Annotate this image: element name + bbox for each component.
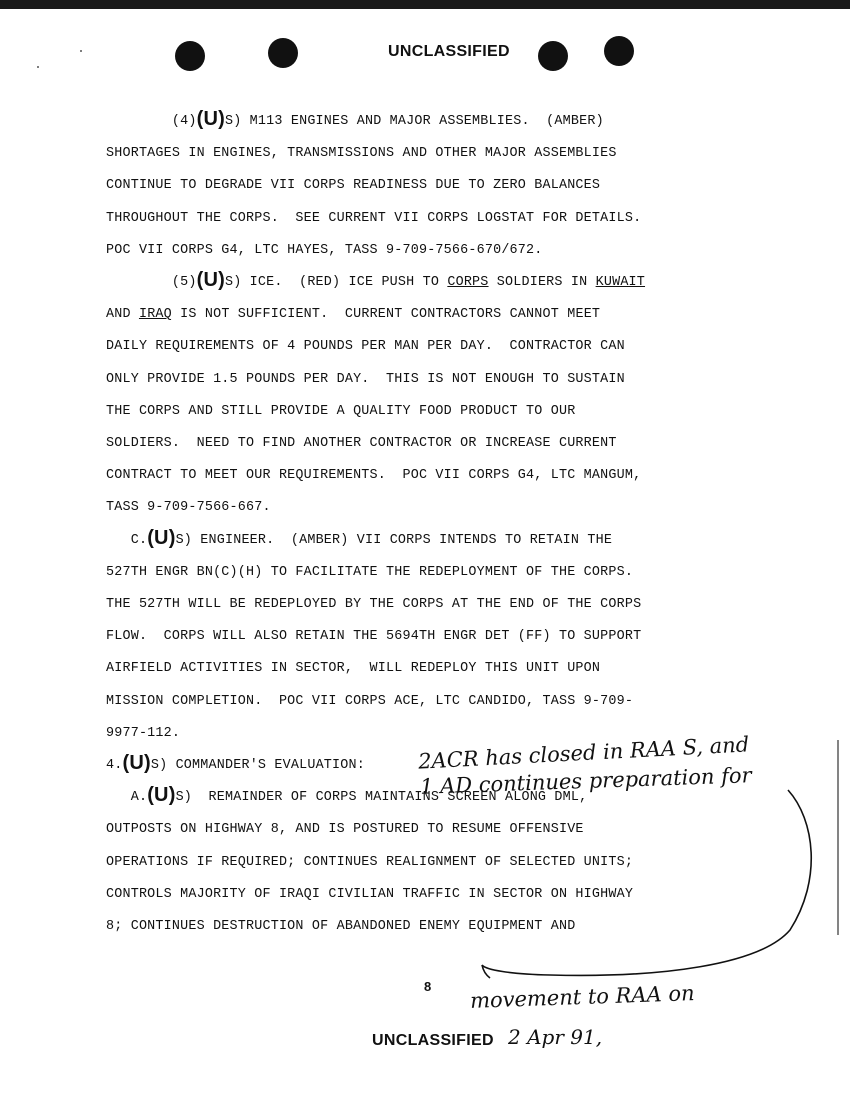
scan-dot-1 [175, 41, 205, 71]
handwritten-note-line-3: movement to RAA on [469, 981, 695, 1013]
body-line: CONTRACT TO MEET OUR REQUIREMENTS. POC VII CORPS G4, LTC MANGUM, [106, 468, 642, 484]
body-line: THROUGHOUT THE CORPS. SEE CURRENT VII CORPS LOGSTAT FOR DETAILS. [106, 210, 642, 226]
body-line: DAILY REQUIREMENTS OF 4 POUNDS PER MAN PER DAY. CONTRACTOR CAN [106, 339, 625, 355]
body-line: OPERATIONS IF REQUIRED; CONTINUES REALIGNMENT OF SELECTED UNITS; [106, 854, 634, 870]
body-line: ONLY PROVIDE 1.5 POUNDS PER DAY. THIS IS NOT ENOUGH TO SUSTAIN [106, 371, 625, 387]
body-line: 8; CONTINUES DESTRUCTION OF ABANDONED ENEMY EQUIPMENT AND [106, 919, 576, 934]
header-classification: UNCLASSIFIED [388, 43, 510, 60]
paragraph-number: C. [106, 532, 148, 548]
body-line: 9977-112. [106, 725, 181, 741]
body-line: SHORTAGES IN ENGINES, TRANSMISSIONS AND OTHER MAJOR ASSEMBLIES [106, 146, 617, 162]
body-line: AND IRAQ IS NOT SUFFICIENT. CURRENT CONTRACTORS CANNOT MEET [106, 307, 601, 323]
paragraph-number: (5) [106, 275, 197, 290]
body-line: POC VII CORPS G4, LTC HAYES, TASS 9-709-7566-670/672. [106, 242, 543, 258]
classification-marking: (U) [196, 108, 225, 130]
body-line: AIRFIELD ACTIVITIES IN SECTOR, WILL REDEPLOY THIS UNIT UPON [106, 661, 601, 677]
classification-marking: (U) [147, 784, 176, 807]
body-line: OUTPOSTS ON HIGHWAY 8, AND IS POSTURED TO RESUME OFFENSIVE [106, 822, 584, 838]
scan-speck [80, 50, 82, 52]
handwritten-note-line-2: 1 AD continues preparation for [419, 763, 752, 799]
paragraph-number: (4) [106, 114, 197, 129]
scan-dot-3 [538, 41, 568, 71]
body-line: 527TH ENGR BN(C)(H) TO FACILITATE THE REDEPLOYMENT OF THE CORPS. [106, 564, 634, 580]
scan-speck [37, 66, 39, 68]
handwritten-date: 2 Apr 91, [508, 1025, 603, 1049]
handwritten-note-line-1: 2ACR has closed in RAA S, and [417, 732, 750, 774]
body-line: THE 527TH WILL BE REDEPLOYED BY THE CORPS AT THE END OF THE CORPS [106, 597, 642, 612]
paragraph-text: S) M113 ENGINES AND MAJOR ASSEMBLIES. (AMBER) [224, 114, 604, 129]
paragraph-text: S) ENGINEER. (AMBER) VII CORPS INTENDS TO RETAIN THE [175, 532, 613, 548]
body-line: FLOW. CORPS WILL ALSO RETAIN THE 5694TH ENGR DET (FF) TO SUPPORT [106, 629, 642, 645]
scan-top-border [0, 0, 850, 9]
body-line: THE CORPS AND STILL PROVIDE A QUALITY FOOD PRODUCT TO OUR [106, 403, 576, 419]
body-line [106, 752, 365, 774]
body-line [106, 526, 613, 549]
body-line [106, 108, 604, 130]
paragraph-number: A. [106, 790, 148, 806]
body-line: TASS 9-709-7566-667. [106, 500, 271, 516]
paragraph-text: S) ICE. (RED) ICE PUSH TO CORPS SOLDIERS IN KUWAIT [224, 275, 646, 290]
body-line: MISSION COMPLETION. POC VII CORPS ACE, LTC CANDIDO, TASS 9-709- [106, 693, 634, 709]
classification-marking: (U) [122, 752, 151, 774]
page-number: 8 [424, 979, 432, 994]
body-line: CONTROLS MAJORITY OF IRAQI CIVILIAN TRAFFIC IN SECTOR ON HIGHWAY [106, 886, 634, 902]
classification-marking: (U) [196, 269, 225, 291]
scan-dot-4 [604, 36, 634, 66]
classification-marking: (U) [147, 526, 176, 549]
body-line: SOLDIERS. NEED TO FIND ANOTHER CONTRACTOR OR INCREASE CURRENT [106, 436, 617, 451]
scan-dot-2 [268, 38, 298, 68]
paragraph-text: S) REMAINDER OF CORPS MAINTAINS SCREEN ALONG DML, [175, 790, 588, 806]
body-line: CONTINUE TO DEGRADE VII CORPS READINESS DUE TO ZERO BALANCES [106, 178, 601, 194]
footer-classification: UNCLASSIFIED [372, 1032, 494, 1049]
paragraph-text: S) COMMANDER'S EVALUATION: [150, 758, 365, 773]
body-line [106, 269, 646, 291]
paragraph-number: 4. [106, 758, 123, 773]
